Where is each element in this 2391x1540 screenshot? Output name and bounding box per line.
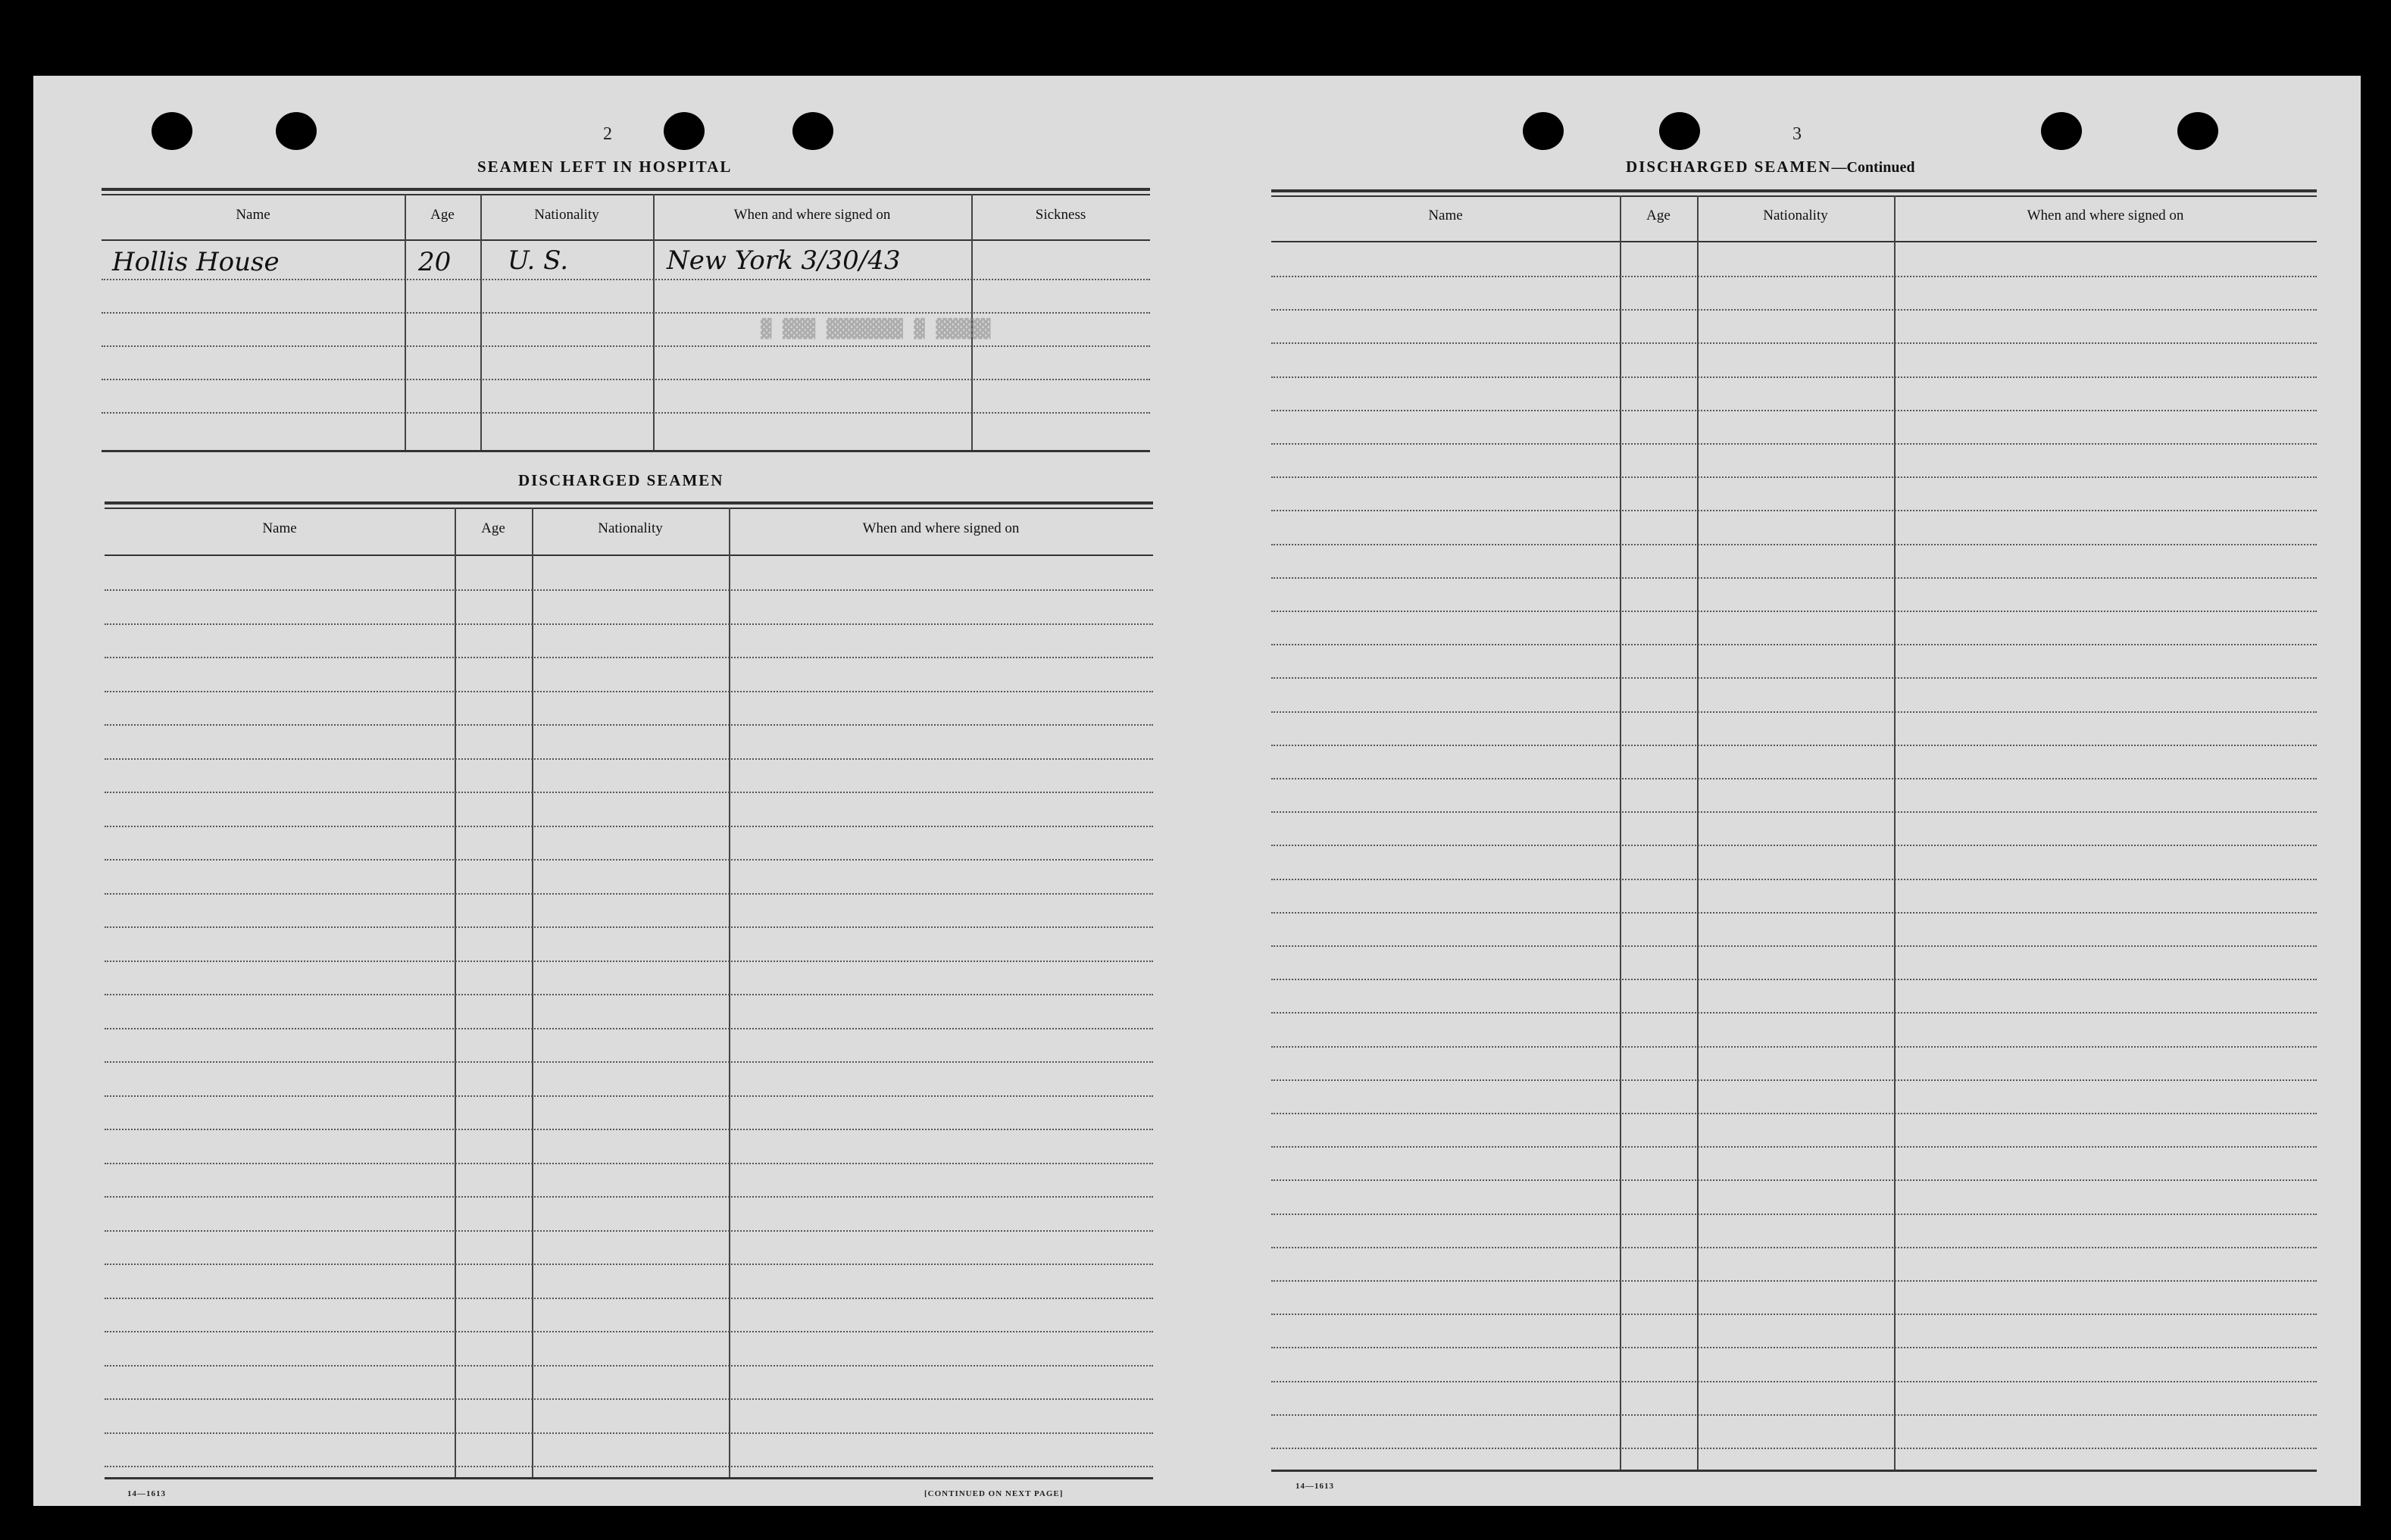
ruled-line <box>1271 1314 2317 1315</box>
hospital-col-age: Age <box>430 207 455 223</box>
discharged-header-rule <box>105 554 1153 556</box>
right-section-title-main: DISCHARGED SEAMEN <box>1626 158 1832 176</box>
ruled-line <box>1271 1079 2317 1081</box>
hospital-section-title: SEAMEN LEFT IN HOSPITAL <box>477 158 733 176</box>
hospital-entry-age: 20 <box>418 247 452 277</box>
discharged-top-rule-2 <box>105 508 1153 509</box>
punch-hole <box>1523 112 1564 150</box>
hospital-entry-nationality: U. S. <box>508 245 569 276</box>
discharged-col-signed-on: When and where signed on <box>862 520 1020 536</box>
ruled-line <box>1271 745 2317 746</box>
discharged-col-name: Name <box>262 520 297 536</box>
hospital-header-rule <box>102 239 1150 241</box>
ruled-line <box>1271 476 2317 478</box>
ruled-line <box>1271 309 2317 311</box>
ruled-line <box>105 758 1153 760</box>
discharged-divider <box>729 508 730 1479</box>
ruled-line <box>105 893 1153 895</box>
ruled-line <box>105 1028 1153 1029</box>
discharged-divider <box>455 508 456 1479</box>
punch-hole <box>1659 112 1700 150</box>
right-top-rule-2 <box>1271 195 2317 197</box>
right-header-rule <box>1271 241 2317 242</box>
ruled-line <box>1271 1214 2317 1215</box>
ruled-line <box>1271 276 2317 277</box>
ruled-line <box>105 589 1153 591</box>
ruled-line <box>1271 677 2317 679</box>
ruled-line <box>1271 342 2317 344</box>
ruled-line <box>1271 1247 2317 1248</box>
ruled-line <box>105 1365 1153 1367</box>
ruled-line <box>1271 979 2317 980</box>
ruled-line <box>1271 912 2317 914</box>
ruled-line <box>1271 778 2317 779</box>
right-col-signed-on: When and where signed on <box>2027 208 2184 223</box>
hospital-entry-name: Hollis House <box>112 247 280 277</box>
hospital-row-line <box>102 345 1150 347</box>
right-col-name: Name <box>1428 208 1463 223</box>
ruled-line <box>1271 410 2317 411</box>
ruled-line <box>1271 644 2317 645</box>
right-top-rule <box>1271 189 2317 192</box>
discharged-bottom-rule <box>105 1477 1153 1479</box>
right-form-code: 14—1613 <box>1296 1482 1334 1491</box>
discharged-col-age: Age <box>481 520 505 536</box>
ruled-line <box>1271 1448 2317 1449</box>
ruled-line <box>1271 611 2317 612</box>
hospital-top-rule-2 <box>102 194 1150 195</box>
ruled-line <box>105 1129 1153 1130</box>
hospital-row-line <box>102 312 1150 314</box>
hospital-col-sickness: Sickness <box>1035 207 1086 223</box>
discharged-section-title: DISCHARGED SEAMEN <box>518 471 724 489</box>
hospital-row-line <box>102 279 1150 280</box>
ruled-line <box>1271 577 2317 579</box>
ruled-line <box>105 792 1153 793</box>
ruled-line <box>105 1264 1153 1265</box>
hospital-col-nationality: Nationality <box>534 207 599 223</box>
ruled-line <box>1271 945 2317 947</box>
ruled-line <box>105 961 1153 962</box>
right-section-title-suffix: —Continued <box>1831 159 1915 176</box>
punch-hole <box>276 112 317 150</box>
ruled-line <box>1271 1046 2317 1048</box>
discharged-col-nationality: Nationality <box>598 520 663 536</box>
document-sheet <box>33 76 2361 1506</box>
ruled-line <box>105 1432 1153 1434</box>
discharged-top-rule <box>105 501 1153 504</box>
ruled-line <box>1271 1012 2317 1014</box>
ruled-line <box>105 691 1153 692</box>
ruled-line <box>105 1163 1153 1164</box>
left-page-number: 2 <box>603 124 612 144</box>
right-col-nationality: Nationality <box>1763 208 1828 223</box>
discharged-divider <box>532 508 533 1479</box>
hospital-top-rule <box>102 188 1150 191</box>
ruled-line <box>1271 845 2317 846</box>
left-form-code: 14—1613 <box>127 1489 166 1498</box>
ruled-line <box>105 724 1153 726</box>
punch-hole <box>792 112 833 150</box>
right-col-age: Age <box>1646 208 1671 223</box>
punch-hole <box>2041 112 2082 150</box>
ruled-line <box>105 1331 1153 1332</box>
hospital-bottom-rule <box>102 450 1150 452</box>
punch-hole <box>664 112 705 150</box>
ruled-line <box>1271 811 2317 813</box>
right-bottom-rule <box>1271 1470 2317 1472</box>
ruled-line <box>105 1298 1153 1299</box>
ruled-line <box>1271 1146 2317 1148</box>
ruled-line <box>1271 443 2317 445</box>
punch-hole <box>2177 112 2218 150</box>
ruled-line <box>105 1061 1153 1063</box>
ruled-line <box>105 1230 1153 1232</box>
ruled-line <box>105 1466 1153 1467</box>
ruled-line <box>105 926 1153 928</box>
hospital-row-line <box>102 379 1150 380</box>
hospital-entry-signed-on: New York 3/30/43 <box>667 245 901 276</box>
ruled-line <box>1271 1113 2317 1114</box>
ruled-line <box>1271 510 2317 511</box>
ruled-line <box>105 623 1153 625</box>
ruled-line <box>1271 879 2317 880</box>
hospital-col-signed-on: When and where signed on <box>733 207 891 223</box>
bleed-through-mark: ▓ ▓▓▓ ▓▓▓▓▓▓▓ ▓ ▓▓▓▓▓ <box>761 318 991 339</box>
hospital-col-name: Name <box>236 207 270 223</box>
right-page-number: 3 <box>1792 124 1802 144</box>
ruled-line <box>105 994 1153 995</box>
ruled-line <box>105 1095 1153 1097</box>
ruled-line <box>1271 1381 2317 1382</box>
ruled-line <box>1271 1280 2317 1282</box>
punch-hole <box>152 112 192 150</box>
ruled-line <box>1271 1347 2317 1348</box>
right-section-title <box>1626 158 1914 176</box>
ruled-line <box>105 1196 1153 1198</box>
ruled-line <box>1271 1179 2317 1181</box>
continued-note: [CONTINUED ON NEXT PAGE] <box>924 1489 1064 1498</box>
ruled-line <box>1271 1414 2317 1416</box>
ruled-line <box>1271 711 2317 713</box>
ruled-line <box>105 826 1153 827</box>
ruled-line <box>105 1398 1153 1400</box>
ruled-line <box>105 657 1153 658</box>
ruled-line <box>105 859 1153 861</box>
ruled-line <box>1271 544 2317 545</box>
hospital-row-line <box>102 412 1150 414</box>
ruled-line <box>1271 376 2317 378</box>
